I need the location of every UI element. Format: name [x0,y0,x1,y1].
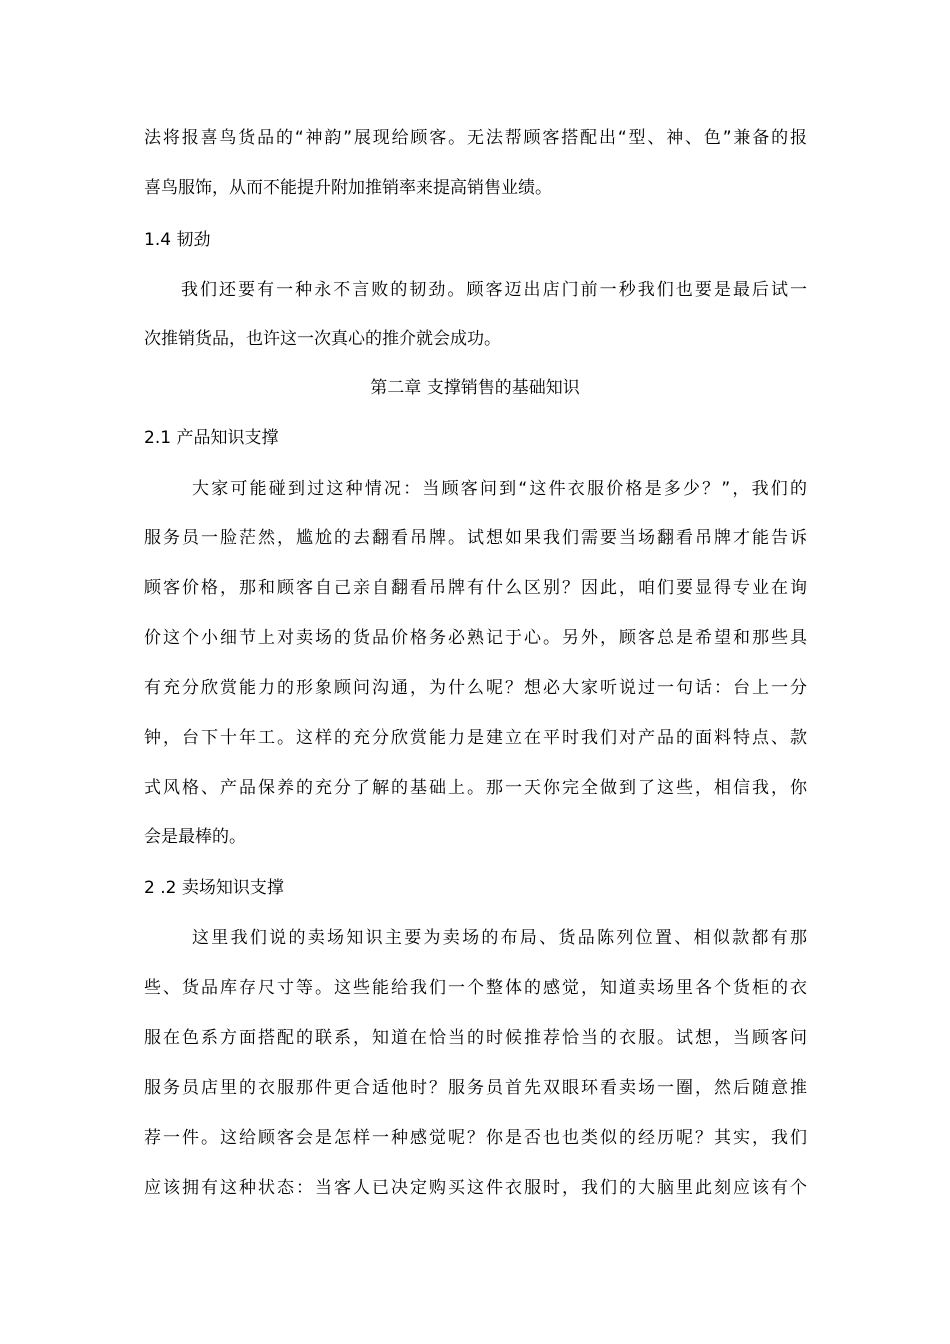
paragraph-line: 应该拥有这种状态：当客人已决定购买这件衣服时，我们的大脑里此刻应该有个 [144,1178,807,1198]
paragraph-line: 顾客价格，那和顾客自己亲自翻看吊牌有什么区别？因此，咱们要显得专业在询 [144,578,807,598]
paragraph-line: 喜鸟服饰，从而不能提升附加推销率来提高销售业绩。 [144,178,552,198]
paragraph-line: 钟，台下十年工。这样的充分欣赏能力是建立在平时我们对产品的面料特点、款 [144,728,807,748]
paragraph-line: 法将报喜鸟货品的“神韵”展现给顾客。无法帮顾客搭配出“型、神、色”兼备的报 [144,128,807,148]
section-heading-2-2: 2 .2 卖场知识支撑 [144,878,284,898]
paragraph-line: 我们还要有一种永不言败的韧劲。顾客迈出店门前一秒我们也要是最后试一 [181,280,807,300]
paragraph-line: 这里我们说的卖场知识主要为卖场的布局、货品陈列位置、相似款都有那 [192,928,807,948]
paragraph-line: 有充分欣赏能力的形象顾问沟通，为什么呢？想必大家听说过一句话：台上一分 [144,678,807,698]
paragraph-line: 服务员店里的衣服那件更合适他时？服务员首先双眼环看卖场一圈，然后随意推 [144,1078,807,1098]
paragraph-line: 价这个小细节上对卖场的货品价格务必熟记于心。另外，顾客总是希望和那些具 [144,628,807,648]
paragraph-line: 式风格、产品保养的充分了解的基础上。那一天你完全做到了这些，相信我，你 [144,778,807,798]
section-heading-1-4: 1.4 韧劲 [144,230,211,250]
paragraph-line: 次推销货品，也许这一次真心的推介就会成功。 [144,329,501,349]
section-heading-2-1: 2.1 产品知识支撑 [144,428,279,448]
paragraph-line: 些、货品库存尺寸等。这些能给我们一个整体的感觉，知道卖场里各个货柜的衣 [144,978,807,998]
paragraph-line: 大家可能碰到过这种情况：当顾客问到“这件衣服价格是多少？”，我们的 [192,479,807,499]
paragraph-line: 服在色系方面搭配的联系，知道在恰当的时候推荐恰当的衣服。试想，当顾客问 [144,1028,807,1048]
paragraph-line: 会是最棒的。 [144,827,246,847]
chapter-title: 第二章 支撑销售的基础知识 [370,378,580,398]
paragraph-line: 服务员一脸茫然，尴尬的去翻看吊牌。试想如果我们需要当场翻看吊牌才能告诉 [144,528,807,548]
paragraph-line: 荐一件。这给顾客会是怎样一种感觉呢？你是否也也类似的经历呢？其实，我们 [144,1128,807,1148]
